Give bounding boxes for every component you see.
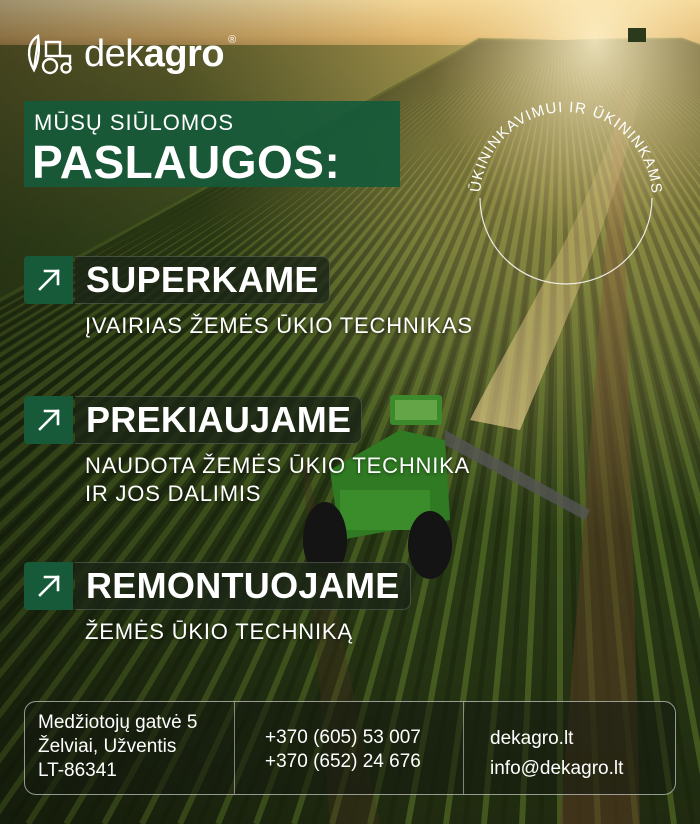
brand-name-bold: agro [143,33,225,75]
contact-panel [24,701,676,795]
contact-phones [234,702,464,794]
contact-address [25,702,234,794]
contact-online [464,702,675,794]
service-description-line: ĮVAIRIAS ŽEMĖS ŪKIO TECHNIKAS [85,313,473,338]
address-line: Želviai, Užventis [38,736,177,757]
address-line: LT-86341 [38,760,117,781]
address-line: Medžiotojų gatvė 5 [38,712,198,733]
registered-mark: ® [228,34,237,46]
website-link[interactable]: dekagro.lt [490,728,574,749]
service-block-buy [24,256,473,340]
curved-badge-text: ŪKININKAVIMUI IR ŪKININKAMS [467,98,666,195]
brand-name-light: dek [84,33,144,75]
arrow-up-right-icon [36,573,62,599]
phone-link[interactable]: +370 (605) 53 007 [265,727,421,748]
service-arrow-box [24,256,73,304]
services-heading-title: PASLAUGOS: [32,136,341,188]
service-title: SUPERKAME [75,256,330,304]
services-heading-subtitle: MŪSŲ SIŪLOMOS [34,110,235,135]
arrow-up-right-icon [36,407,62,433]
service-arrow-box [24,562,73,610]
service-title: REMONTUOJAME [75,562,411,610]
service-description [85,452,470,508]
service-title: PREKIAUJAME [75,396,362,444]
service-description-line: IR JOS DALIMIS [85,481,262,506]
service-description-line: NAUDOTA ŽEMĖS ŪKIO TECHNIKA [85,453,471,478]
service-description-line: ŽEMĖS ŪKIO TECHNIKĄ [85,619,353,644]
arrow-up-right-icon [36,267,62,293]
service-block-repair [24,562,411,646]
service-description [85,312,473,340]
service-description [85,618,411,646]
service-arrow-box [24,396,73,444]
phone-link[interactable]: +370 (652) 24 676 [265,751,421,772]
service-block-trade [24,396,470,508]
email-link[interactable]: info@dekagro.lt [490,758,624,779]
